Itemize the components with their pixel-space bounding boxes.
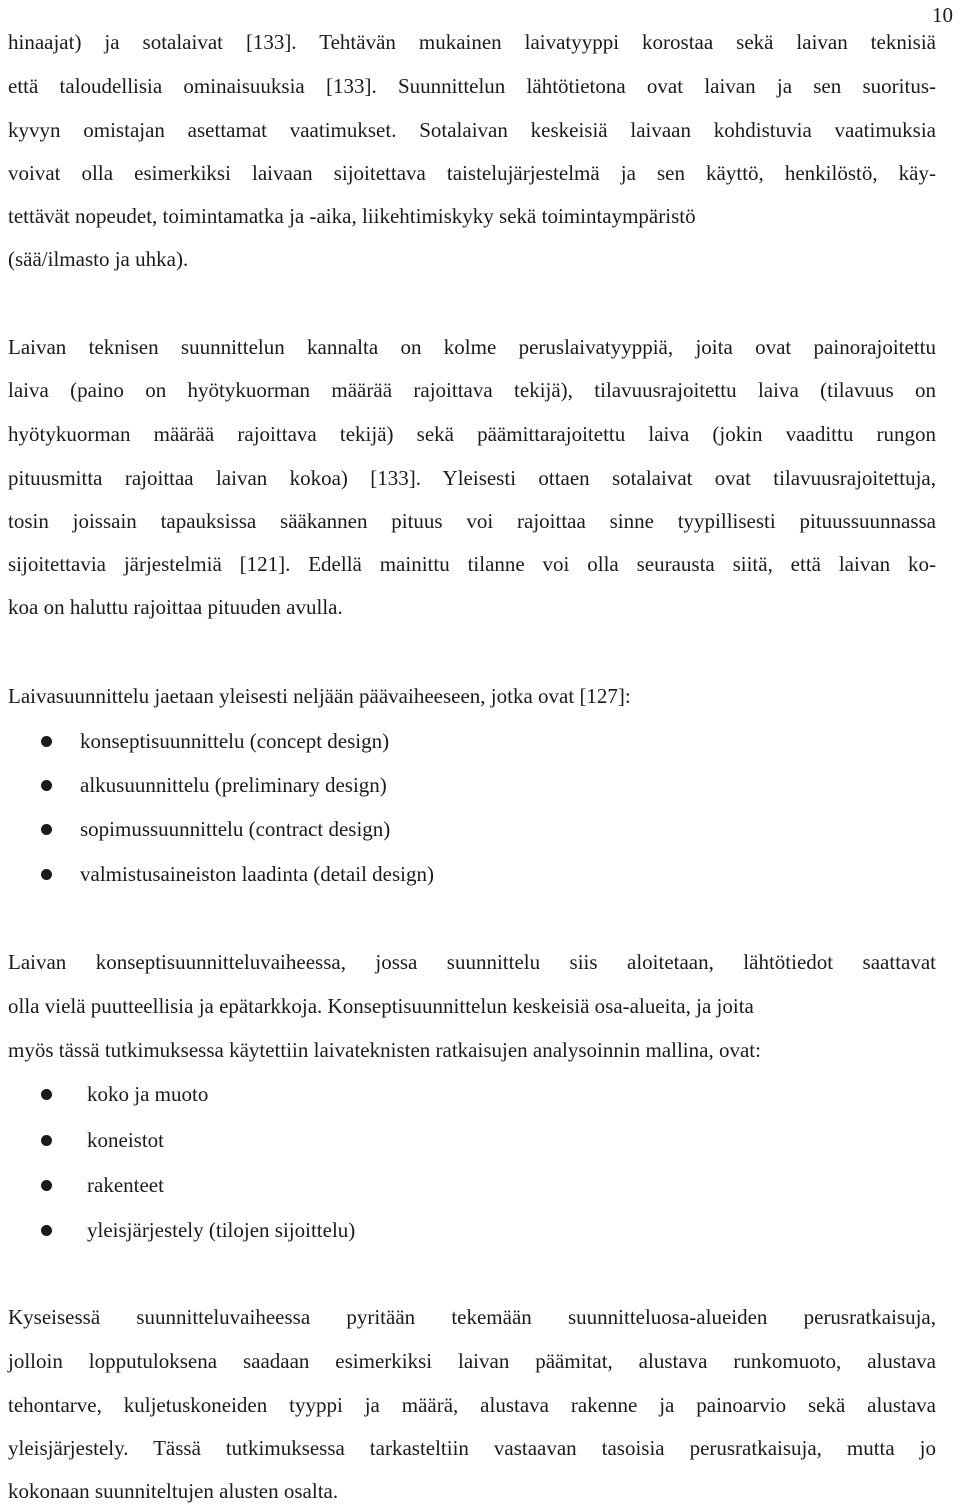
- paragraph-line: että taloudellisia ominaisuuksia [133]. Suunnittelun lähtötietona ovat laivan ja sen suoritus-: [8, 74, 936, 98]
- paragraph-line: myös tässä tutkimuksessa käytettiin laivateknisten ratkaisujen analysoinnin mallina, ovat:: [8, 1038, 761, 1062]
- paragraph-line: voivat olla esimerkiksi laivaan sijoitettava taistelujärjestelmä ja sen käyttö, henkilöstö, käy-: [8, 161, 936, 185]
- list-item-text: yleisjärjestely (tilojen sijoittelu): [87, 1218, 356, 1242]
- bullet-icon: [41, 736, 52, 747]
- bullet-icon: [41, 824, 52, 835]
- bullet-icon: [41, 1180, 52, 1191]
- list-item-text: koneistot: [87, 1128, 164, 1152]
- bullet-icon: [41, 780, 52, 791]
- paragraph-line: kyvyn omistajan asettamat vaatimukset. Sotalaivan keskeisiä laivaan kohdistuvia vaatimuksia: [8, 118, 936, 142]
- paragraph-line: tehontarve, kuljetuskoneiden tyyppi ja määrä, alustava rakenne ja painoarvio sekä alustava: [8, 1393, 936, 1417]
- paragraph-line: jolloin lopputuloksena saadaan esimerkiksi laivan päämitat, alustava runkomuoto, alustava: [8, 1349, 936, 1373]
- paragraph-line: Kyseisessä suunnitteluvaiheessa pyritään tekemään suunnitteluosa-alueiden perusratkaisuja,: [8, 1305, 936, 1329]
- list-item-text: konseptisuunnittelu (concept design): [80, 729, 390, 753]
- paragraph-line: hyötykuorman määrää rajoittava tekijä) sekä päämittarajoitettu laiva (jokin vaadittu rungon: [8, 422, 936, 446]
- list-item-text: sopimussuunnittelu (contract design): [80, 817, 391, 841]
- paragraph-line: (sää/ilmasto ja uhka).: [8, 247, 189, 271]
- paragraph-line: sijoitettavia järjestelmiä [121]. Edellä mainittu tilanne voi olla seurausta siitä, että laivan ko-: [8, 552, 936, 576]
- paragraph-line: tosin joissain tapauksissa sääkannen pituus voi rajoittaa sinne tyypillisesti pituussuunnassa: [8, 509, 936, 533]
- list-item-text: rakenteet: [87, 1173, 164, 1197]
- bullet-icon: [41, 1225, 52, 1236]
- bullet-icon: [41, 1135, 52, 1146]
- list-item-text: valmistusaineiston laadinta (detail design): [80, 862, 434, 886]
- list-item-text: koko ja muoto: [87, 1082, 209, 1106]
- list-intro: Laivasuunnittelu jaetaan yleisesti neljään päävaiheeseen, jotka ovat [127]:: [8, 684, 631, 708]
- page-number: 10: [932, 3, 953, 27]
- paragraph-line: hinaajat) ja sotalaivat [133]. Tehtävän mukainen laivatyyppi korostaa sekä laivan teknisiä: [8, 30, 936, 54]
- list-item-text: alkusuunnittelu (preliminary design): [80, 773, 387, 797]
- paragraph-line: tettävät nopeudet, toimintamatka ja -aika, liikehtimiskyky sekä toimintaympäristö: [8, 204, 696, 228]
- paragraph-line: olla vielä puutteellisia ja epätarkkoja. Konseptisuunnittelun keskeisiä osa-alueita, ja joita: [8, 994, 754, 1018]
- paragraph-line: koa on haluttu rajoittaa pituuden avulla.: [8, 595, 343, 619]
- paragraph-line: Laivan konseptisuunnitteluvaiheessa, jossa suunnittelu siis aloitetaan, lähtötiedot saattavat: [8, 950, 936, 974]
- bullet-icon: [41, 869, 52, 880]
- paragraph-line: yleisjärjestely. Tässä tutkimuksessa tarkasteltiin vastaavan tasoisia perusratkaisuja, mutta jo: [8, 1436, 936, 1460]
- paragraph-line: Laivan teknisen suunnittelun kannalta on kolme peruslaivatyyppiä, joita ovat painorajoitettu: [8, 335, 936, 359]
- paragraph-line: laiva (paino on hyötykuorman määrää rajoittava tekijä), tilavuusrajoitettu laiva (tilavuus on: [8, 378, 936, 402]
- bullet-icon: [41, 1089, 52, 1100]
- paragraph-line: pituusmitta rajoittaa laivan kokoa) [133]. Yleisesti ottaen sotalaivat ovat tilavuusrajoitettuja,: [8, 466, 936, 490]
- paragraph-line: kokonaan suunniteltujen alusten osalta.: [8, 1479, 339, 1503]
